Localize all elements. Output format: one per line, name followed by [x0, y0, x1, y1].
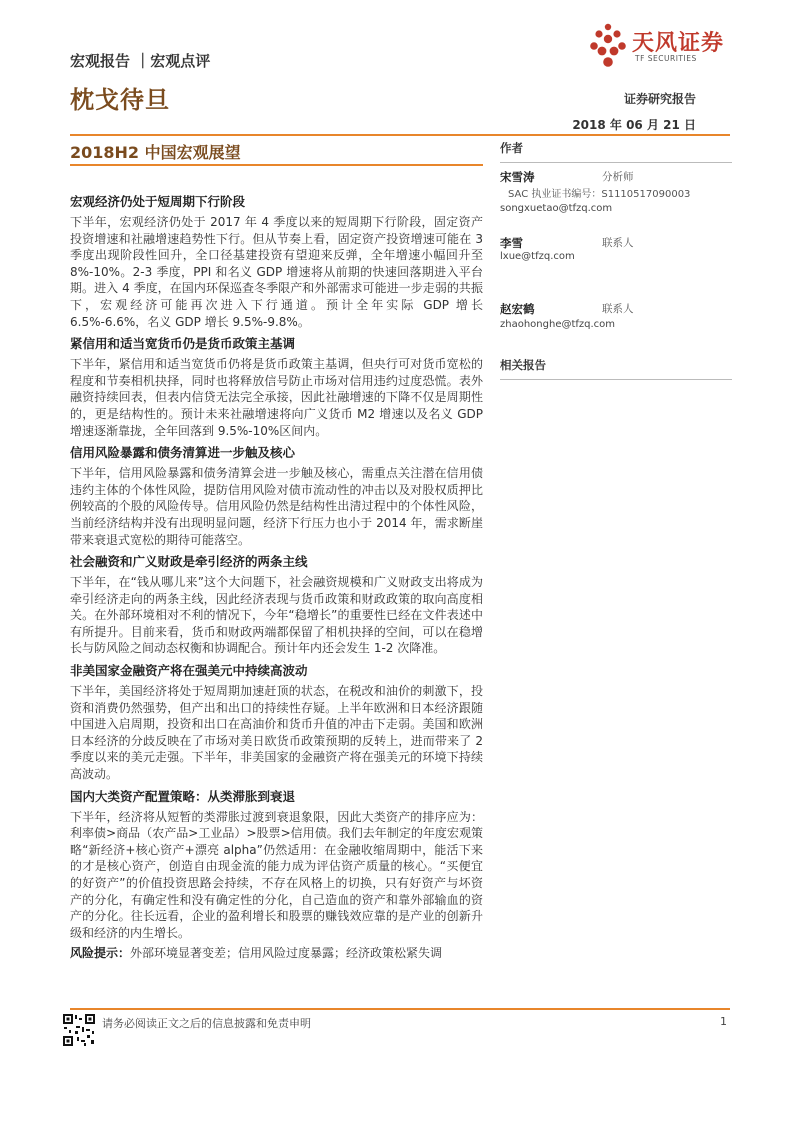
author-email[interactable]: zhaohonghe@tfzq.com	[500, 319, 616, 330]
header-divider	[70, 134, 730, 136]
section-body: 下半年，经济将从短暂的类滞胀过渡到衰退象限，因此大类资产的排序应为：利率债>商品（农产品>工业品）>股票>信用债。我们去年制定的年度宏观策略“新经济+核心资产+漂亮 alpha”仍然适用：在金融收缩周期中，能活下来的才是核心资产，创造自由现金流的能力成为评估资产质量的核心。“买便宜的好资产”的价值投资思路会持续，不存在风格上的切换，只有好资产与坏资产的分化，有确定性和没有确定性的分化，自己造血的资产和靠外部输血的资产的分化。往长远看，企业的盈利增长和股票的赚钱效应靠的是产业的创新升级和经济的内生增长。	[70, 809, 483, 940]
page-number: 1	[720, 1015, 727, 1028]
section-body: 下半年，美国经济将处于短周期加速赶顶的状态，在税改和油价的刺激下，投资和消费仍然强势，但产出和出口的持续性存疑。上半年欧洲和日本经济跟随中国进入启周期，投资和出口在高油价和货币升值的冲击下走弱。美国和欧洲日本经济的分歧反映在了市场对美日欧货币政策预期的反转上，进而带来了 2 季度以来的美元走强。下半年，非美国家的金融资产将在强美元的环境下持续高波动。	[70, 684, 483, 782]
section-heading: 信用风险暴露和债务清算进一步触及核心	[70, 445, 296, 461]
section-heading: 非美国家金融资产将在强美元中持续高波动	[70, 663, 308, 679]
author-cert: SAC 执业证书编号：S1110517090003	[508, 189, 691, 200]
section-body: 下半年，在“钱从哪儿来”这个大问题下，社会融资规模和广义财政支出将成为牵引经济走向的两条主线，因此经济表现与货币政策和财政政策的取向高度相关。在外部环境相对不利的情况下，今年“稳增长”的重要性已经在文件表述中有所提升。目前来看，货币和财政两端都保留了相机抉择的空间，可以在稳增长与防风险之间动态权衡和协调配合。预计年内还会发生 1-2 次降准。	[70, 575, 483, 656]
page-title: 枕戈待旦	[70, 86, 170, 114]
subtitle-divider	[70, 164, 483, 166]
author-role: 分析师	[602, 171, 634, 183]
report-type: 证券研究报告	[623, 92, 696, 106]
main-content	[70, 190, 483, 966]
qr-code-icon	[62, 1013, 96, 1047]
author-card	[500, 235, 732, 301]
author-name: 赵宏鹤	[500, 302, 535, 316]
risk-warning	[70, 945, 483, 962]
author-email[interactable]: lxue@tfzq.com	[500, 251, 575, 262]
author-name: 宋雪涛	[500, 170, 535, 184]
section-body: 下半年，紧信用和适当宽货币仍将是货币政策主基调，但央行可对货币宽松的程度和节奏相机抉择，同时也将释放信号防止市场对信用违约过度恐慌。表外融资持续回表，但表内信贷无法完全承接，因此社融增速的下降不仅是周期性的，更是结构性的。预计未来社融增速将向广义货币 M2 增速以及名义 GDP 增速逐渐靠拢，全年回落到 9.5%-10%区间内。	[70, 357, 483, 438]
footer-divider	[70, 1008, 730, 1010]
section-heading: 社会融资和广义财政是牵引经济的两条主线	[70, 554, 308, 570]
author-sidebar	[500, 140, 732, 367]
report-category: 宏观报告 ｜宏观点评	[70, 52, 211, 70]
risk-label: 风险提示：	[70, 946, 131, 961]
author-role: 联系人	[602, 303, 634, 315]
report-date: 2018 年 06 月 21 日	[572, 118, 696, 132]
author-name: 李雪	[500, 236, 523, 250]
section-heading: 国内大类资产配置策略：从类滞胀到衰退	[70, 788, 296, 804]
report-subtitle: 2018H2 中国宏观展望	[70, 143, 241, 162]
section-heading: 宏观经济仍处于短周期下行阶段	[70, 194, 246, 209]
section-body: 下半年，信用风险暴露和债务清算会进一步触及核心，需重点关注潜在信用债违约主体的个体性风险，提防信用风险对债市流动性的冲击以及对股权质押比例较高的个股的风险传导。信用风险仍然是结构性出清过程中的个体性风险，当前经济结构并没有出现明显问题，经济下行压力也小于 2014 年，需求断崖带来衰退式宽松的期待可能落空。	[70, 466, 483, 547]
logo-text-en: TF SECURITIES	[635, 54, 697, 63]
section-body: 下半年，宏观经济仍处于 2017 年 4 季度以来的短周期下行阶段，固定资产投资增速和社融增速趋势性下行。但从节奏上看，固定资产投资增速可能在 3 季度出现阶段性回升，全口径基建投资有望迎来反弹，全年增速小幅回升至 8%-10%。2-3 季度，PPI 和名义 GDP 增速将从前期的快速回落期进入平台期。进入 4 季度，在国内环保巡查冬季限产和外部需求可能进一步走弱的共振下，宏观经济可能再次进入下行通道。预计全年实际 GDP 增长 6.5%-6.6%，名义 GDP 增长 9.5%-9.8%。	[70, 215, 483, 329]
brand-logo	[588, 22, 738, 74]
author-card	[500, 169, 732, 235]
logo-text-cn: 天风证券	[632, 31, 725, 56]
authors-label: 作者	[500, 140, 732, 163]
author-email[interactable]: songxuetao@tfzq.com	[500, 203, 613, 214]
footer-disclaimer: 请务必阅读正文之后的信息披露和免责申明	[102, 1017, 311, 1030]
logo-mark-icon	[588, 22, 628, 70]
section-heading: 紧信用和适当宽货币仍是货币政策主基调	[70, 336, 296, 352]
author-role: 联系人	[602, 237, 634, 249]
related-reports-label: 相关报告	[500, 357, 732, 380]
risk-text: 外部环境显著变差；信用风险过度暴露；经济政策松紧失调	[130, 946, 443, 961]
